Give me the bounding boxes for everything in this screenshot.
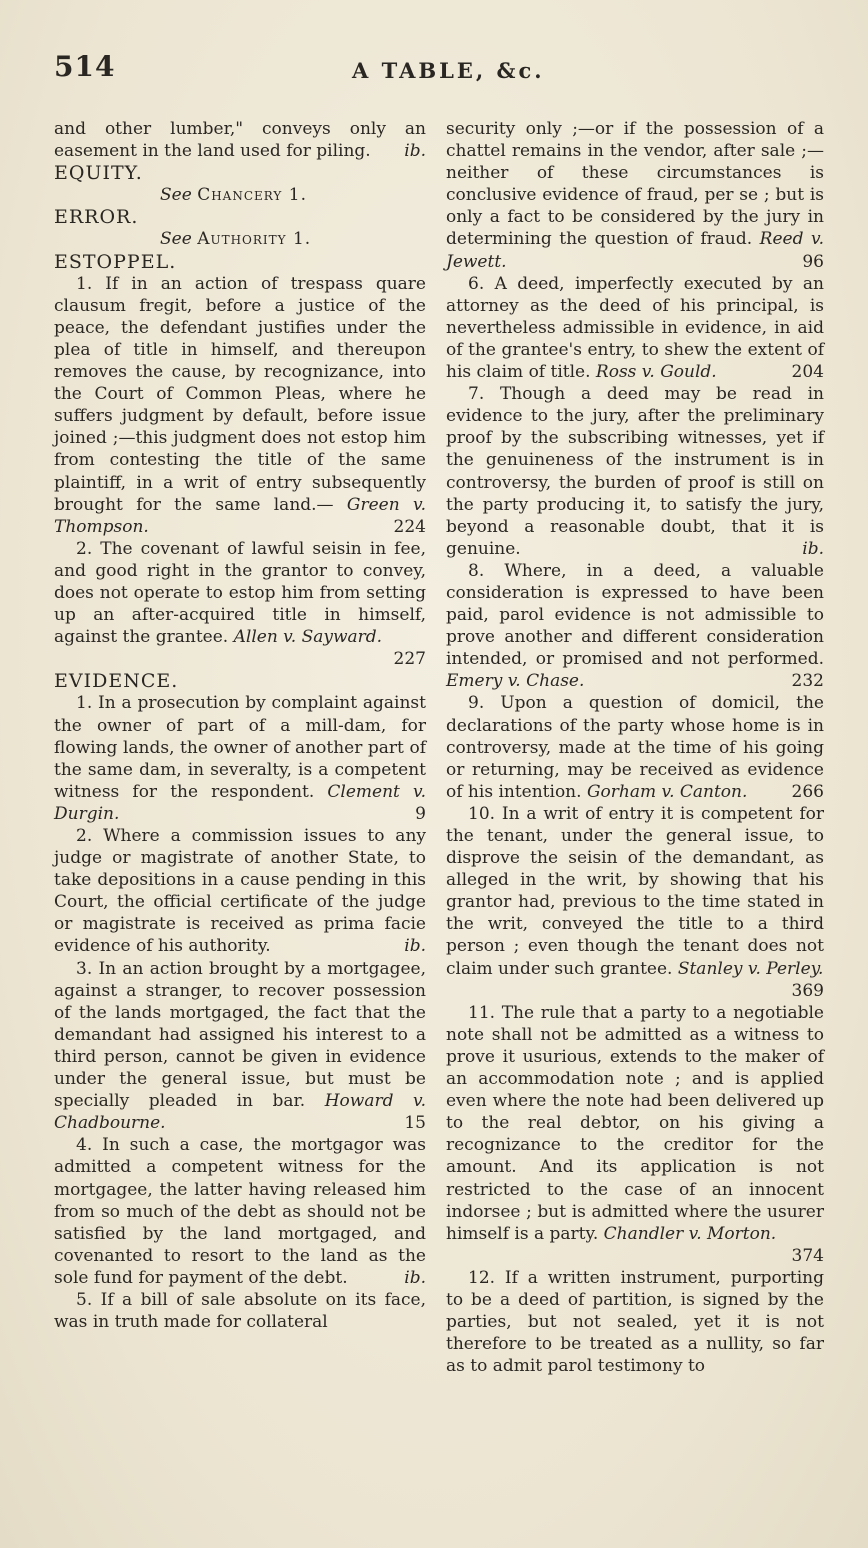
page-reference: ib.	[404, 936, 426, 957]
entry-text: 6. A deed, imperfectly executed by an attorney as the deed of his principal, is nevertheless admissible in evidence, in aid of the grantee's entry, to shew the extent of his claim of title.	[446, 273, 824, 383]
digest-entry	[446, 1267, 824, 1377]
case-citation: Stanley v. Perley.	[677, 958, 824, 979]
see-label: See	[160, 229, 192, 250]
page-reference: 224	[393, 516, 426, 537]
cross-reference	[54, 184, 426, 206]
entry-text: 10. In a writ of entry it is competent for the tenant, under the general issue, to disprove the seisin of the demandant, as alleged in the writ, by showing that his grantor had, previous to the time stated in the writ, conveyed the title to a third person ; even though the tenant does not claim under such grantee.	[446, 803, 824, 979]
case-citation: Clement v. Durgin.	[54, 781, 426, 824]
digest-entry	[54, 538, 426, 671]
see-target: Chancery 1.	[197, 185, 307, 206]
section-heading: EVIDENCE.	[54, 670, 179, 693]
page-reference: ib.	[802, 538, 824, 559]
digest-entry	[446, 273, 824, 383]
digest-entry	[54, 825, 426, 958]
left-column	[54, 118, 426, 1333]
digest-entry	[446, 692, 824, 802]
page-reference: 204	[791, 362, 824, 383]
case-citation: Ross v. Gould.	[595, 362, 717, 383]
case-citation: Chandler v. Morton.	[603, 1223, 777, 1244]
entry-text: 7. Though a deed may be read in evidence to the jury, after the preliminary proof by the subscribing witnesses, yet if the genuineness of the instrument is in controversy, the burden of proof is still on the party producing it, to satisfy the jury, beyond a reasonable doubt, that it is genuine.	[446, 384, 824, 559]
entry-text: 2. The covenant of lawful seisin in fee, and good right in the grantor to convey, does not operate to estop him from setting up an after-acquired title in himself, against the grantee.	[54, 538, 426, 648]
digest-entry	[54, 692, 426, 825]
entry-text: 9. Upon a question of domicil, the declarations of the party whose home is in controversy, made at the time of his going or returning, may be received as evidence of his intention.	[446, 693, 824, 802]
see-target: Authority 1.	[197, 229, 312, 250]
entry-text: 1. If in an action of trespass quare clausum fregit, before a justice of the peace, the defendant justifies under the plea of title in himself, and thereupon removes the cause, by recognizance, into the Court of Common Pleas, where he suffers judgment by default, before issue joined ;—this judgment does not estop him from contesting the title of the same plaintiff, in a writ of entry subsequently brought for the same land.—	[54, 273, 426, 515]
case-citation: Emery v. Chase.	[446, 671, 585, 692]
section-heading: EQUITY.	[54, 162, 143, 185]
case-citation: Green v. Thompson.	[54, 494, 427, 537]
page-reference: 15	[404, 1113, 426, 1134]
entry-text: 8. Where, in a deed, a valuable consideration is expressed to have been paid, parol evidence is not admissible to prove another and different consideration intended, or promised and not performed.	[446, 560, 824, 670]
entry-text: security only ;—or if the possession of a chattel remains in the vendor, after sale ;—neither of these circumstances is conclusive evidence of fraud, per se ; but is only a fact to be considered by the jury in determining the question of fraud.	[446, 119, 824, 250]
page-reference: 9	[415, 803, 426, 824]
digest-entry	[446, 383, 824, 560]
digest-entry	[446, 118, 824, 273]
section-heading: ESTOPPEL.	[54, 250, 177, 273]
page-reference: 232	[791, 671, 824, 692]
entry-text: 11. The rule that a party to a negotiable note shall not be admitted as a witness to prove it usurious, extends to the maker of an accommodation note ; and is applied even where the note had been delivered up to the real debtor, on his giving a recognizance to the creditor for the amount. And its application is not restricted to the case of an innocent indorsee ; but is admitted where the usurer himself is a party.	[446, 1002, 824, 1244]
page-reference: 266	[791, 781, 824, 802]
entry-text: 1. In a prosecution by complaint against the owner of part of a mill-dam, for flowing lands, the owner of another part of the same dam, in severalty, is a competent witness for the respondent.	[54, 693, 426, 802]
entry-text: 3. In an action brought by a mortgagee, against a stranger, to recover possession of the lands mortgaged, the fact that the demandant had assigned his interest to a third person, cannot be given in evidence under the general issue, but must be specially pleaded in bar.	[54, 958, 426, 1112]
digest-entry	[54, 958, 426, 1135]
case-citation: Reed v. Jewett.	[446, 229, 825, 272]
entry-text: 5. If a bill of sale absolute on its face, was in truth made for collateral	[54, 1289, 426, 1333]
case-citation: Howard v. Chadbourne.	[54, 1091, 426, 1134]
running-title: A TABLE, &c.	[352, 58, 545, 83]
page-reference: 96	[802, 251, 824, 272]
case-citation: Allen v. Sayward.	[233, 627, 383, 648]
page-reference: 369	[791, 980, 824, 1001]
page-reference: ib.	[404, 141, 426, 162]
entry-text: 4. In such a case, the mortgagor was admitted a competent witness for the mortgagee, the latter having released him from so much of the debt as should not be satisfied by the land mortgaged, and covenanted to resort to the land as the sole fund for payment of the debt.	[54, 1135, 426, 1288]
digest-entry	[54, 1134, 426, 1289]
see-label: See	[160, 185, 192, 206]
cross-reference	[54, 228, 426, 250]
digest-entry	[446, 803, 824, 1002]
digest-entry	[446, 1002, 824, 1267]
section-heading: ERROR.	[54, 206, 139, 229]
entry-text: and other lumber," conveys only an easement in the land used for piling.	[54, 119, 426, 162]
case-citation: Gorham v. Canton.	[586, 781, 748, 802]
digest-entry	[54, 273, 426, 538]
entry-text: 12. If a written instrument, purporting to be a deed of partition, is signed by the parties, but not sealed, yet it is not therefore to be treated as a nullity, so far as to admit parol testimony to	[446, 1267, 824, 1377]
digest-entry	[446, 560, 824, 693]
page-number: 514	[54, 50, 116, 83]
entry-text: 2. Where a commission issues to any judge or magistrate of another State, to take depositions in a cause pending in this Court, the official certificate of the judge or magistrate is received as prima facie evidence of his authority.	[54, 826, 426, 957]
right-column	[446, 118, 824, 1377]
digest-entry	[54, 1289, 426, 1333]
page-reference: ib.	[404, 1267, 426, 1288]
page-reference: 227	[393, 649, 426, 670]
page-reference: 374	[791, 1245, 824, 1266]
digest-entry	[54, 118, 426, 162]
